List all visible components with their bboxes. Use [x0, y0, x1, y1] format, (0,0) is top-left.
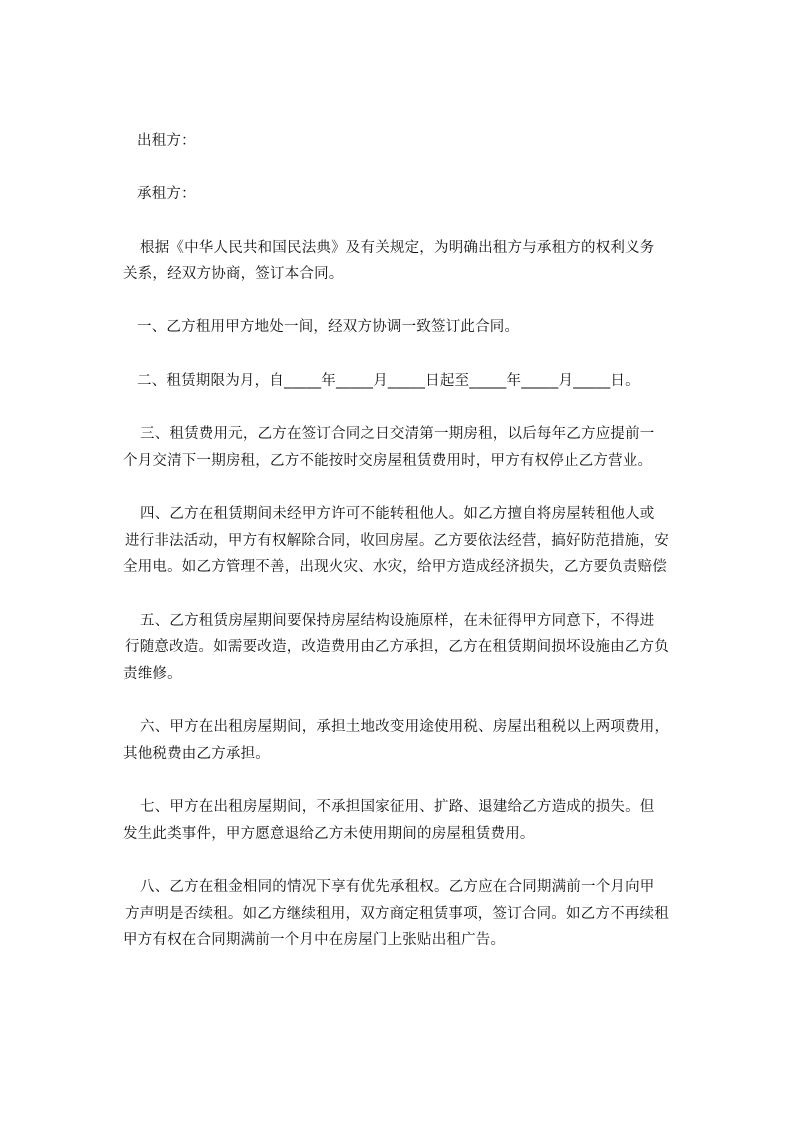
clause-6-line-2: 其他税费由乙方承担。	[123, 746, 270, 762]
clause-8-line-3: 甲方有权在合同期满前一个月中在房屋门上张贴出租广告。	[123, 932, 506, 948]
clause-2-line-1: 二、租赁期限为月，自_____年_____月_____日起至_____年_____月_____日。	[137, 373, 640, 389]
clause-8-line-1: 八、乙方在租金相同的情况下享有优先承租权。乙方应在合同期满前一个月向甲	[140, 879, 655, 895]
clause-8-line-2: 方声明是否续租。如乙方继续租用，双方商定租赁事项，签订合同。如乙方不再续租	[125, 906, 669, 922]
clause-4-line-2: 进行非法活动，甲方有权解除合同，收回房屋。乙方要依法经营，搞好防范措施，安	[125, 533, 669, 549]
preamble-line-1: 根据《中华人民共和国民法典》及有关规定，为明确出租方与承租方的权利义务	[140, 240, 655, 256]
lessor-label: 出租方：	[137, 133, 196, 149]
clause-4-line-3: 全用电。如乙方管理不善，出现火灾、水灾，给甲方造成经济损失，乙方要负责赔偿	[123, 559, 667, 575]
clause-3-line-2: 个月交清下一期房租，乙方不能按时交房屋租赁费用时，甲方有权停止乙方营业。	[123, 453, 653, 469]
clause-7-line-1: 七、甲方在出租房屋期间，不承担国家征用、扩路、退建给乙方造成的损失。但	[140, 799, 655, 815]
clause-6-line-1: 六、甲方在出租房屋期间，承担土地改变用途使用税、房屋出租税以上两项费用，	[140, 719, 670, 735]
preamble-line-2: 关系，经双方协商，签订本合同。	[123, 266, 344, 282]
clause-5-line-1: 五、乙方租赁房屋期间要保持房屋结构设施原样，在未征得甲方同意下，不得进	[140, 613, 655, 629]
clause-5-line-3: 责维修。	[123, 666, 182, 682]
clause-1-line-1: 一、乙方租用甲方地处一间，经双方协调一致签订此合同。	[137, 319, 520, 335]
clause-3-line-1: 三、租赁费用元，乙方在签订合同之日交清第一期房租，以后每年乙方应提前一	[140, 426, 655, 442]
clause-4-line-1: 四、乙方在租赁期间未经甲方许可不能转租他人。如乙方擅自将房屋转租他人或	[140, 506, 655, 522]
clause-7-line-2: 发生此类事件，甲方愿意退给乙方未使用期间的房屋租赁费用。	[123, 826, 535, 842]
lessee-label: 承租方：	[137, 186, 196, 202]
clause-5-line-2: 行随意改造。如需要改造，改造费用由乙方承担，乙方在租赁期间损坏设施由乙方负	[125, 639, 669, 655]
